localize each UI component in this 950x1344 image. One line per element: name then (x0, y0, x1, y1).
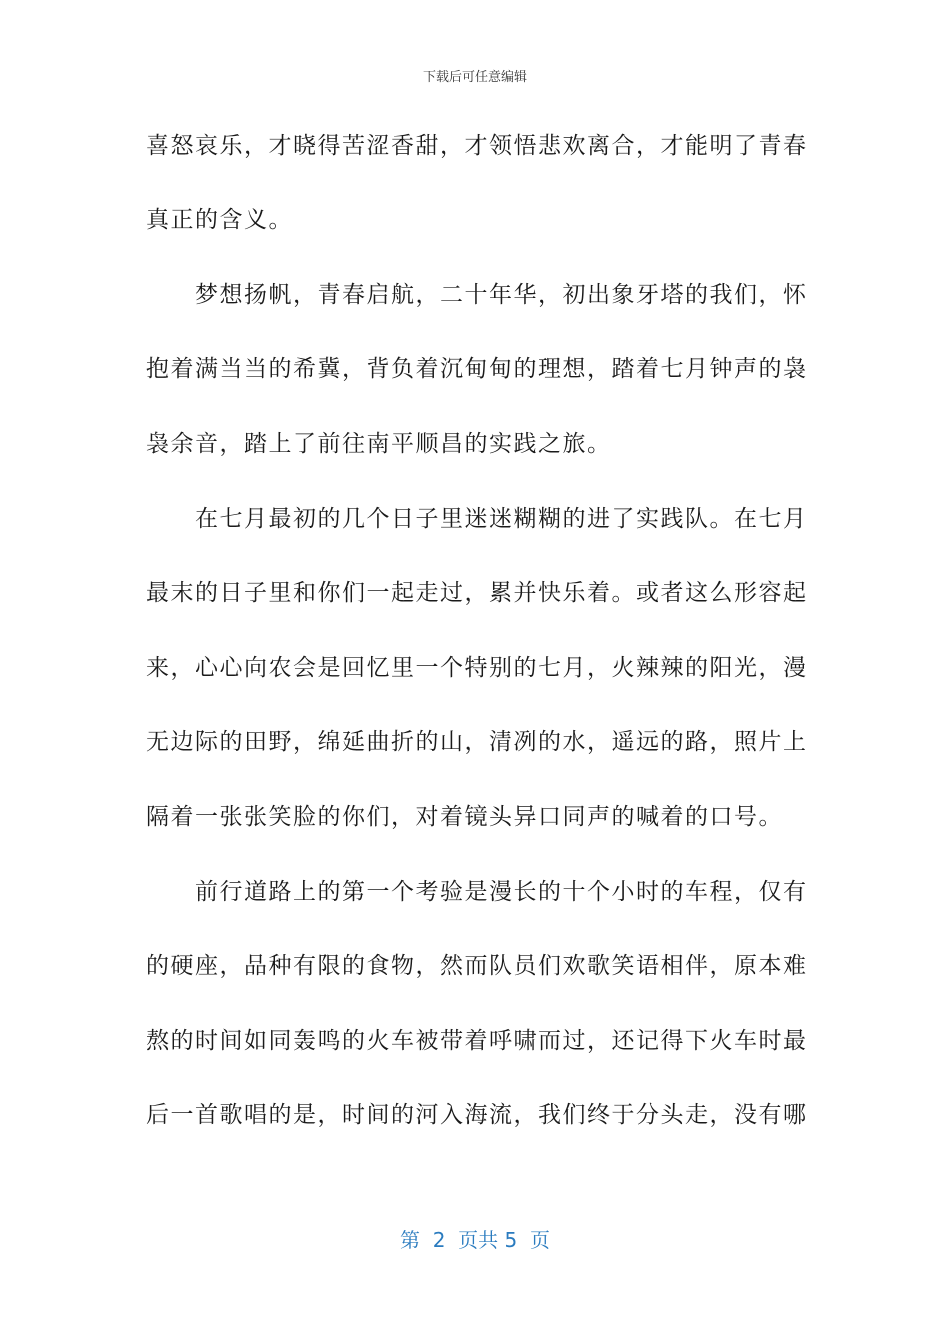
text-line-13: 熬的时间如同轰鸣的火车被带着呼啸而过，还记得下火车时最 (146, 1028, 808, 1054)
text-line-6: 在七月最初的几个日子里迷迷糊糊的进了实践队。在七月 (146, 506, 808, 532)
text-line-14: 后一首歌唱的是，时间的河入海流，我们终于分头走，没有哪 (146, 1102, 808, 1128)
text-line-4: 抱着满当当的希冀，背负着沉甸甸的理想，踏着七月钟声的袅 (146, 356, 808, 382)
text-line-3: 梦想扬帆，青春启航，二十年华，初出象牙塔的我们，怀 (146, 282, 808, 308)
text-line-5: 袅余音，踏上了前往南平顺昌的实践之旅。 (146, 431, 612, 457)
text-line-8: 来，心心向农会是回忆里一个特别的七月，火辣辣的阳光，漫 (146, 655, 808, 681)
text-line-11: 前行道路上的第一个考验是漫长的十个小时的车程，仅有 (146, 879, 808, 905)
text-line-2: 真正的含义。 (146, 207, 293, 233)
text-line-10: 隔着一张张笑脸的你们，对着镜头异口同声的喊着的口号。 (146, 804, 783, 830)
text-line-7: 最末的日子里和你们一起走过，累并快乐着。或者这么形容起 (146, 580, 808, 606)
text-line-9: 无边际的田野，绵延曲折的山，清冽的水，遥远的路，照片上 (146, 729, 808, 755)
text-line-12: 的硬座，品种有限的食物，然而队员们欢歌笑语相伴，原本难 (146, 953, 808, 979)
page-footer: 第 2 页共 5 页 (400, 1228, 550, 1252)
text-line-1: 喜怒哀乐，才晓得苦涩香甜，才领悟悲欢离合，才能明了青春 (146, 133, 808, 159)
page-header: 下载后可任意编辑 (422, 70, 527, 85)
